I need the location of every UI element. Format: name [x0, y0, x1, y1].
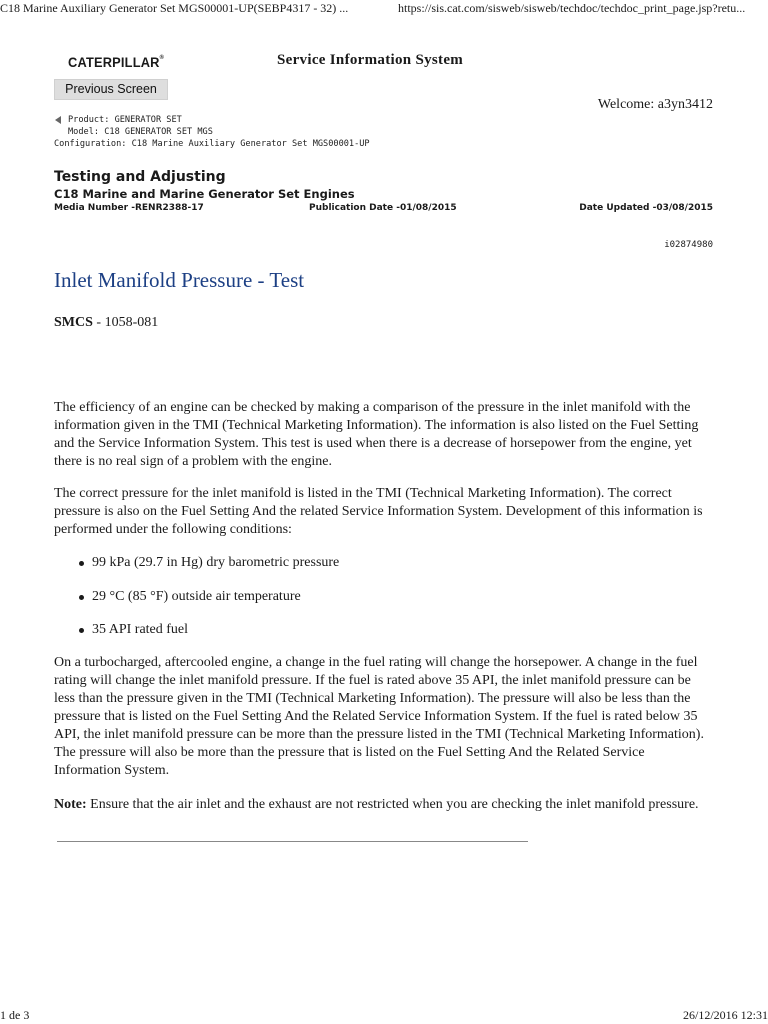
bullet-icon [79, 628, 84, 633]
meta-product: Product: GENERATOR SET [68, 115, 182, 125]
paragraph-correct-pressure: The correct pressure for the inlet manifold is listed in the TMI (Technical Marketing Information). The correct pressure is also on the Fuel Setting And the related Service Information System. Development of this information is performed under the following conditions: [54, 486, 703, 537]
conditions-list [54, 554, 339, 655]
smcs-code [54, 315, 158, 331]
smcs-label: SMCS [54, 315, 93, 330]
publication-date: Publication Date -01/08/2015 [309, 203, 457, 213]
logo-mark: ® [159, 55, 165, 61]
note-text: Ensure that the air inlet and the exhaust are not restricted when you are checking the inlet manifold pressure. [86, 797, 699, 812]
print-footer-page: 1 de 3 [0, 1008, 30, 1022]
list-item-text: 35 API rated fuel [92, 622, 189, 637]
paragraph-efficiency: The efficiency of an engine can be checked by making a comparison of the pressure in the inlet manifold with the information given in the TMI (Technical Marketing Information). The information is also listed on the Fuel Setting and the Service Information System. This test is used when there is a decrease of horsepower from the engine, yet there is no real sign of a problem with the engine. [54, 400, 699, 469]
list-item [54, 554, 339, 572]
engine-heading: C18 Marine and Marine Generator Set Engines [54, 187, 355, 201]
section-heading: Testing and Adjusting [54, 169, 226, 185]
print-header-title: C18 Marine Auxiliary Generator Set MGS00001-UP(SEBP4317 - 32) ... [0, 1, 349, 15]
welcome-text: Welcome: a3yn3412 [597, 97, 713, 112]
note-label: Note: [54, 797, 87, 812]
list-item [54, 588, 339, 606]
media-number: Media Number -RENR2388-17 [54, 203, 204, 213]
meta-configuration: Configuration: C18 Marine Auxiliary Generator Set MGS00001-UP [54, 139, 370, 149]
previous-screen-button[interactable]: Previous Screen [54, 79, 168, 100]
document-id: i02874980 [664, 240, 713, 250]
smcs-value: - 1058-081 [92, 315, 159, 330]
bullet-icon [79, 561, 84, 566]
paragraph-turbocharged: On a turbocharged, aftercooled engine, a change in the fuel rating will change the horsepower. A change in the fuel rating will change the inlet manifold pressure. If the fuel is rated above 35 API, the inlet manifold pressure can be less than the pressure given in the TMI (Technical Marketing Information). The pressure will also be less than the pressure that is listed on the Fuel Setting And the Related Service Information System. If the fuel is rated below 35 API, the inlet manifold pressure can be more than the pressure listed in the TMI (Technical Marketing Information). The pressure will also be more than the pressure that is listed on the Fuel Setting And the Related Service Information System. [54, 655, 704, 778]
divider [57, 841, 528, 842]
print-footer-datetime: 26/12/2016 12:31 [682, 1008, 768, 1022]
system-title: Service Information System [277, 52, 464, 68]
page-title: Inlet Manifold Pressure - Test [54, 268, 305, 292]
date-updated: Date Updated -03/08/2015 [579, 203, 713, 213]
caterpillar-logo [68, 55, 164, 70]
list-item-text: 99 kPa (29.7 in Hg) dry barometric pressure [92, 555, 340, 570]
list-item-text: 29 °C (85 °F) outside air temperature [92, 588, 301, 604]
logo-text: CATERPILLAR [68, 55, 160, 70]
note [54, 796, 714, 814]
meta-model: Model: C18 GENERATOR SET MGS [68, 127, 213, 137]
list-item [54, 621, 339, 639]
bullet-icon [79, 595, 84, 600]
back-arrow-icon[interactable] [55, 116, 61, 124]
print-header-url: https://sis.cat.com/sisweb/sisweb/techdoc/techdoc_print_page.jsp?retu... [398, 1, 746, 15]
